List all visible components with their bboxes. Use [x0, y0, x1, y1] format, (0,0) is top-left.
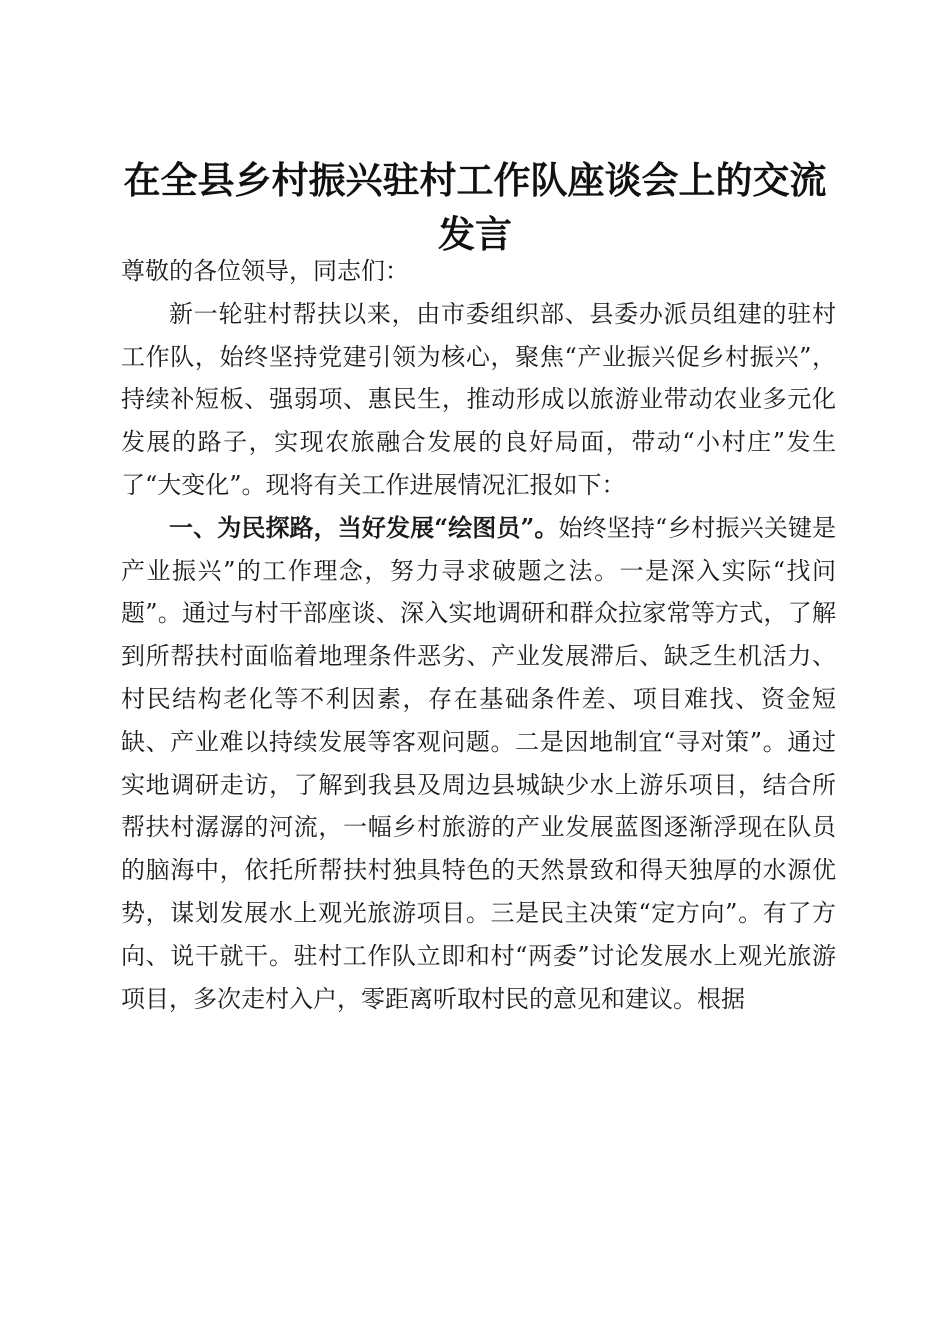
- salutation: 尊敬的各位领导，同志们：: [121, 257, 409, 285]
- section-1-paragraph: [121, 507, 836, 1021]
- intro-paragraph: 新一轮驻村帮扶以来，由市委组织部、县委办派员组建的驻村工作队，始终坚持党建引领为核心，聚焦“产业振兴促乡村振兴”，持续补短板、强弱项、惠民生，推动形成以旅游业带动农业多元化发展的路子，实现农旅融合发展的良好局面，带动“小村庄”发生了“大变化”。现将有关工作进展情况汇报如下：: [121, 299, 836, 499]
- section-1-heading: 一、为民探路，当好发展“绘图员”。: [169, 512, 559, 542]
- section-1-text: 始终坚持“乡村振兴关键是产业振兴”的工作理念，努力寻求破题之法。一是深入实际“找问题”。通过与村干部座谈、深入实地调研和群众拉家常等方式，了解到所帮扶村面临着地理条件恶劣、产业发展滞后、缺乏生机活力、村民结构老化等不利因素，存在基础条件差、项目难找、资金短缺、产业难以持续发展等客观问题。二是因地制宜“寻对策”。通过实地调研走访，了解到我县及周边县城缺少水上游乐项目，结合所帮扶村潺潺的河流，一幅乡村旅游的产业发展蓝图逐渐浮现在队员的脑海中，依托所帮扶村独具特色的天然景致和得天独厚的水源优势，谋划发展水上观光旅游项目。三是民主决策“定方向”。有了方向、说干就干。驻村工作队立即和村“两委”讨论发展水上观光旅游项目，多次走村入户，零距离听取村民的意见和建议。根据: [121, 513, 836, 1013]
- document-body: [121, 250, 836, 1020]
- document-title: 在全县乡村振兴驻村工作队座谈会上的交流发言: [123, 157, 827, 256]
